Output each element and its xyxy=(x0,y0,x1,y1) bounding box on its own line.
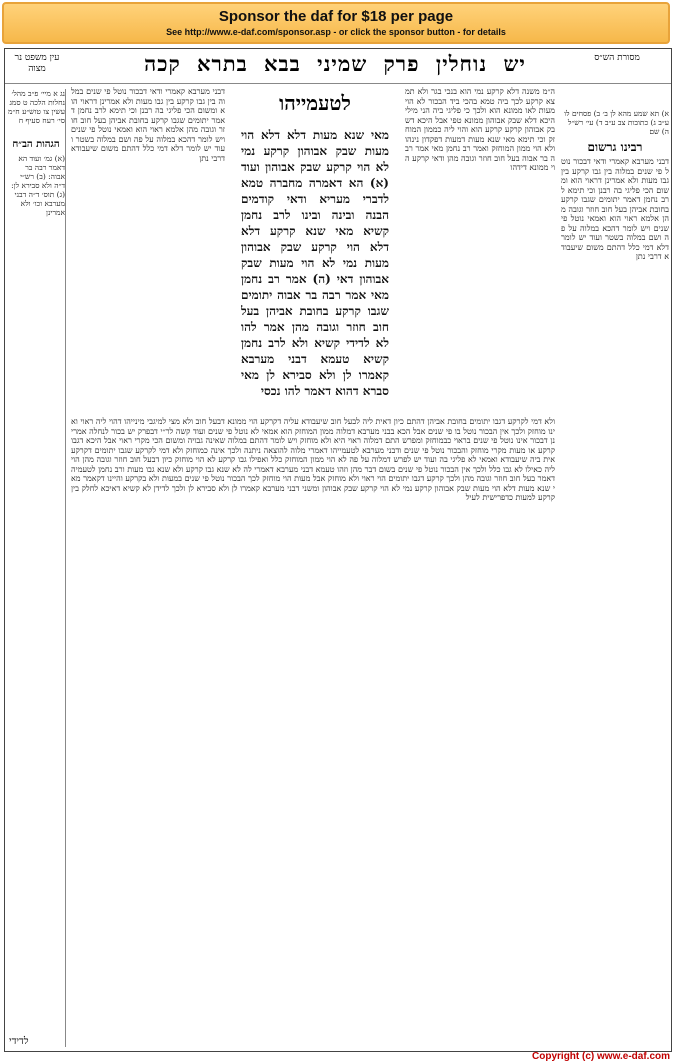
ein-mishpat-notes: נג א מיי׳ פ״ב מהל׳ נחלות הלכה ט סמג עשין צו טוש״ע ח״מ סי׳ רעח סעיף ח xyxy=(7,89,65,125)
continuation-word: לדידי xyxy=(9,1036,29,1047)
gemara-lead-word: לטעמייהו xyxy=(279,91,351,115)
copyright-footer[interactable]: Copyright (c) www.e-daf.com xyxy=(532,1051,670,1062)
masoret-label: מסורת הש״ס xyxy=(594,53,640,63)
masoret-notes: א) תא שמע מהא לן ב׳ ב) פסחים לו ע״ב ג) כתובות צב ע״ב ד) עי׳ רש״ל ה) שם xyxy=(564,109,669,136)
commentary-body: ולא דמי לקרקע דגבו יתומים בחובת אביהן דהתם כיון דאית ליה לבעל חוב שיעבודא עליה דקרקע הוי ממונא דבעל חוב ולא מצי למיגבי מינייהו דהוי ליה ראוי ואינו מוחזק ולכך אין הבכור נוטל בו פי שנים אבל הכא בבני מערבא דמלוה ממון המוחזק הוא אמאי לא נוטל פי שנים ועוד קשה לר״י דבפרק יש בכור לנחלה אמרינן דבכור אינו נוטל פי שנים בראוי כבמוחזק ומפרש התם דמלוה ראוי היא ולא מוחזק ויש לומר דהתם במלוה שאינה גבויה ומשום הכי מקרי ראוי אבל היכא דגבו קרקע או מעות מקרי מוחזק והבכור נוטל פי שנים ודבני מערבא לטעמייהו דאמרי מלוה להוצאה ניתנה ולכך אינה כמוחזק ולא דמי לקרקע שגבו יתומים דקרקע אית ביה שיעבודא ואמאי לא פליגי בה ועוד יש לפרש דמלוה על פה לא הוי ממון המוחזק כלל ואפילו גבו קרקע לא הוי מוחזק כיון דבעל חוב חוזר וגובה מהן הוי ליה כאילו לא גבו כלל ולכך אין הבכור נוטל פי שנים בשום דבר מהן וזהו טעמא דבני מערבא דאמרי לה לא שנא גבו קרקע ולא שנא גבו מעות ורב נחמן לטעמיה דאמר בעל חוב חוזר וגובה מהן ולכך קרקע דגבו יתומים הוי ראוי ולא מוחזק אבל מעות הוי מוחזק לכך הבכור נוטל פי שנים במעות ולא בקרקע והיינו דקאמר מאי שנא מעות דלא הוי מעות שבק אבוהון קרקע נמי לא הוי קרקע שבק אבוהון ומשני דבני מערבא קאמרו לן ולא סבירא לן ולכך לדידן לא קשיא דאיכא לחלק בין קרקע למעות כדפרישית לעיל xyxy=(71,417,555,502)
rabbeinu-gershom-title: רבינו גרשום xyxy=(587,140,643,154)
main-text-area xyxy=(71,87,555,1047)
tosafot-commentary: דבני מערבא קאמרי ודאי דבכור נוטל פי שנים במלוה בין גבו קרקע בין גבו מעות ולא אמרינן דראוי הוא ומשום הכי פליגי בה רבנן וכי תימא לרב נחמן דאמר יתומים שגבו קרקע בחובת אביהן בעל חוב חוזר וגובה מהן אלמא ראוי הוא ואמאי נוטל פי שנים ויש לומר דהכא במלוה על פה ושם במלוה בשטר ועוד יש לומר דלא דמי כלל דהתם משום שיעבודא דרבי נתן xyxy=(71,87,225,163)
left-margin-column xyxy=(7,89,66,1047)
talmud-page xyxy=(4,48,672,1052)
page-header xyxy=(5,49,671,84)
sponsor-banner[interactable] xyxy=(2,2,670,44)
gemara-text: מאי שנא מעות דלא דלא הוי מעות שבק אבוהון קרקע נמי לא הוי קרקע שבק אבוהון ועוד (א) הא דאמרה מחברה טמא לדברי מעריא ודאי קודמים הבנה ובינה ובינו לרב נחמן קשיא מאי שנא קרקע דלא דלא הוי קרקע שבק אבוהון מעות נמי לא הוי מעות שבק אבוהון דאי (ה) אמר רב נחמן מאי אמר רבה בר אבוה יתומים שגבו קרקע בחובת אביהן בעל חוב חוזר וגובה מהן אמר להו לא לדידי קשיא ולא לרב נחמן קשיא טעמא דבני מערבא קאמרו לן ולא סבירא לן מאי סברא דהוא דאמר להו נכסי xyxy=(241,128,389,398)
right-margin-column xyxy=(561,109,669,1047)
ein-mishpat-label: עין משפט נר מצוה xyxy=(14,53,60,74)
sponsor-title: Sponsor the daf for $18 per page xyxy=(218,8,454,25)
sponsor-subtitle: See http://www.e-daf.com/sponsor.asp - or click the sponsor button - for details xyxy=(166,27,506,37)
hagahot-notes: (א) גמ׳ ועוד הא דאמר רבה בר אבוה: (ב) רש״י ד״ה ולא סבירא לן: (ג) תוס׳ ד״ה דבני מערבא וכו׳ ולא אמרינן xyxy=(11,154,65,217)
rabbeinu-gershom-text: דבני מערבא קאמרי ודאי דבכור נוטל פי שנים במלוה בין גבו קרקע בין גבו מעות ולא אמרינן דראוי הוא ומשום הכי פליגי בה רבנן וכי תימא לרב נחמן דאמר יתומים שגבו קרקע בחובת אביהן בעל חוב חוזר וגובה מהן אלמא ראוי הוא ואמאי נוטל פי שנים ויש לומר דהכא במלוה על פה ושם במלוה בשטר ועוד יש לומר דלא דמי כלל דהתם משום שיעבודא דרבי נתן xyxy=(561,157,669,261)
hagahot-title: הגהות הב״ח xyxy=(12,139,60,150)
rashi-commentary: ה״מ משנה דלא קרקע נמי הוא בנכי בגר ולא תמצא קרקע לכך ביה טמא בהכי ביד הבכור לא הוי מעות לאו ממונא הוא ולכך כי פליגי ביה הני מילי היכא דלא שבק אבוהון ממונא טפי אבל היכא דשבק אבוהון קרקע קרקע הוא והוי ליה כממון המוחזק וכי תימא מאי שנא מעות דמעות דפקדון נינהו ולא הוי ממון המוחזק ואמר רב נחמן מאי אמר רבה בר אבוה בעל חוב חוזר וגובה מהן ודאי קרקע הוי ממונא דידהו xyxy=(405,87,555,172)
running-head: יש נוחלין פרק שמיני בבא בתרא קכה xyxy=(144,51,526,76)
